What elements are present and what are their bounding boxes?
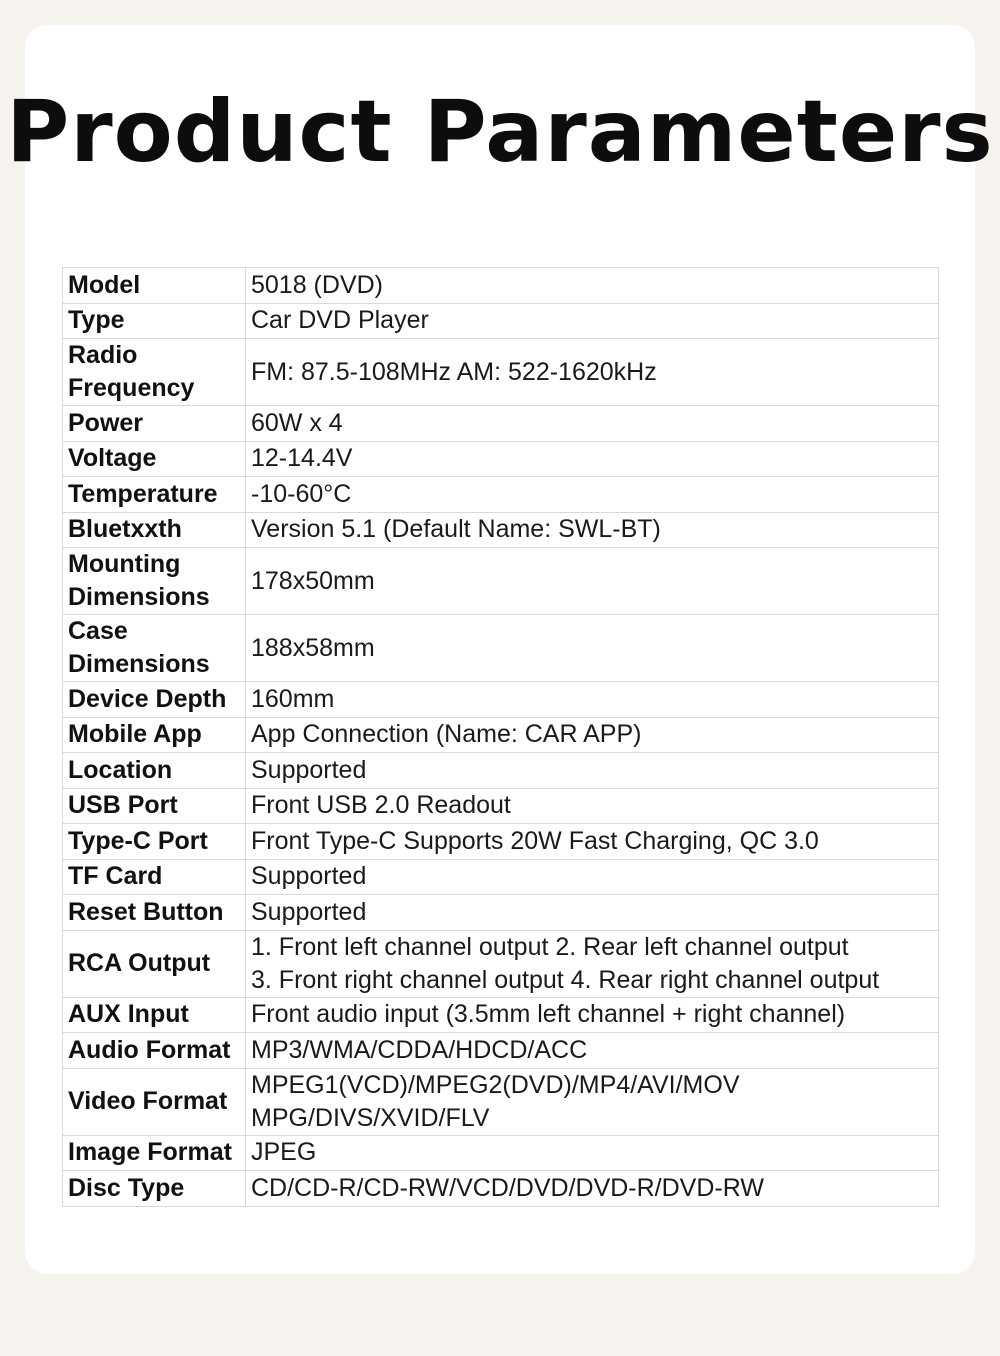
- param-value: App Connection (Name: CAR APP): [246, 717, 939, 753]
- param-label: RCA Output: [63, 930, 246, 997]
- param-value-line: MPEG1(VCD)/MPEG2(DVD)/MP4/AVI/MOV: [251, 1070, 740, 1099]
- param-value: Supported: [246, 895, 939, 931]
- param-label: Device Depth: [63, 682, 246, 718]
- table-row: [63, 441, 939, 477]
- param-label: Radio Frequency: [63, 339, 246, 406]
- table-row: [63, 268, 939, 304]
- table-row: [63, 895, 939, 931]
- param-label: Audio Format: [63, 1033, 246, 1069]
- param-label: Type-C Port: [63, 824, 246, 860]
- table-row: [63, 477, 939, 513]
- table-row: [63, 548, 939, 615]
- table-row: [63, 997, 939, 1033]
- param-label: Disc Type: [63, 1171, 246, 1207]
- param-label: Reset Button: [63, 895, 246, 931]
- param-label: Location: [63, 753, 246, 789]
- table-row: [63, 303, 939, 339]
- param-value: Front USB 2.0 Readout: [246, 788, 939, 824]
- param-value: Front Type-C Supports 20W Fast Charging, QC 3.0: [246, 824, 939, 860]
- param-value: Version 5.1 (Default Name: SWL-BT): [246, 512, 939, 548]
- param-value: FM: 87.5-108MHz AM: 522-1620kHz: [246, 339, 939, 406]
- param-label: Type: [63, 303, 246, 339]
- param-value: Supported: [246, 859, 939, 895]
- table-row: [63, 930, 939, 997]
- param-value: Car DVD Player: [246, 303, 939, 339]
- param-label: Case Dimensions: [63, 615, 246, 682]
- param-label: Mounting Dimensions: [63, 548, 246, 615]
- param-label: Power: [63, 406, 246, 442]
- param-value: -10-60°C: [246, 477, 939, 513]
- table-row: [63, 1068, 939, 1135]
- param-value: MP3/WMA/CDDA/HDCD/ACC: [246, 1033, 939, 1069]
- table-row: [63, 1171, 939, 1207]
- table-row: [63, 824, 939, 860]
- table-row: [63, 682, 939, 718]
- param-label: Temperature: [63, 477, 246, 513]
- table-row: [63, 512, 939, 548]
- param-value: Front audio input (3.5mm left channel + right channel): [246, 997, 939, 1033]
- table-row: [63, 1033, 939, 1069]
- param-value: 12-14.4V: [246, 441, 939, 477]
- parameters-table: [62, 267, 939, 1207]
- param-label: Model: [63, 268, 246, 304]
- table-row: [63, 753, 939, 789]
- param-value: 5018 (DVD): [246, 268, 939, 304]
- table-row: [63, 859, 939, 895]
- table-row: [63, 615, 939, 682]
- param-label: Mobile App: [63, 717, 246, 753]
- table-row: [63, 339, 939, 406]
- param-label: TF Card: [63, 859, 246, 895]
- param-value-line: MPG/DIVS/XVID/FLV: [251, 1103, 490, 1132]
- table-row: [63, 1135, 939, 1171]
- param-value-line: 3. Front right channel output 4. Rear right channel output: [251, 965, 880, 994]
- param-label: AUX Input: [63, 997, 246, 1033]
- param-label: Voltage: [63, 441, 246, 477]
- table-row: [63, 406, 939, 442]
- table-row: [63, 788, 939, 824]
- page-title: Product Parameters: [6, 82, 994, 182]
- param-value-line: 1. Front left channel output 2. Rear left channel output: [251, 932, 849, 961]
- table-row: [63, 717, 939, 753]
- param-value: 188x58mm: [246, 615, 939, 682]
- param-label: Bluetxxth: [63, 512, 246, 548]
- param-label: Video Format: [63, 1068, 246, 1135]
- param-value: 160mm: [246, 682, 939, 718]
- param-value: 60W x 4: [246, 406, 939, 442]
- param-value: 178x50mm: [246, 548, 939, 615]
- param-value: Supported: [246, 753, 939, 789]
- param-label: Image Format: [63, 1135, 246, 1171]
- param-value: [246, 930, 939, 997]
- param-value: JPEG: [246, 1135, 939, 1171]
- param-value: [246, 1068, 939, 1135]
- param-value: CD/CD-R/CD-RW/VCD/DVD/DVD-R/DVD-RW: [246, 1171, 939, 1207]
- param-label: USB Port: [63, 788, 246, 824]
